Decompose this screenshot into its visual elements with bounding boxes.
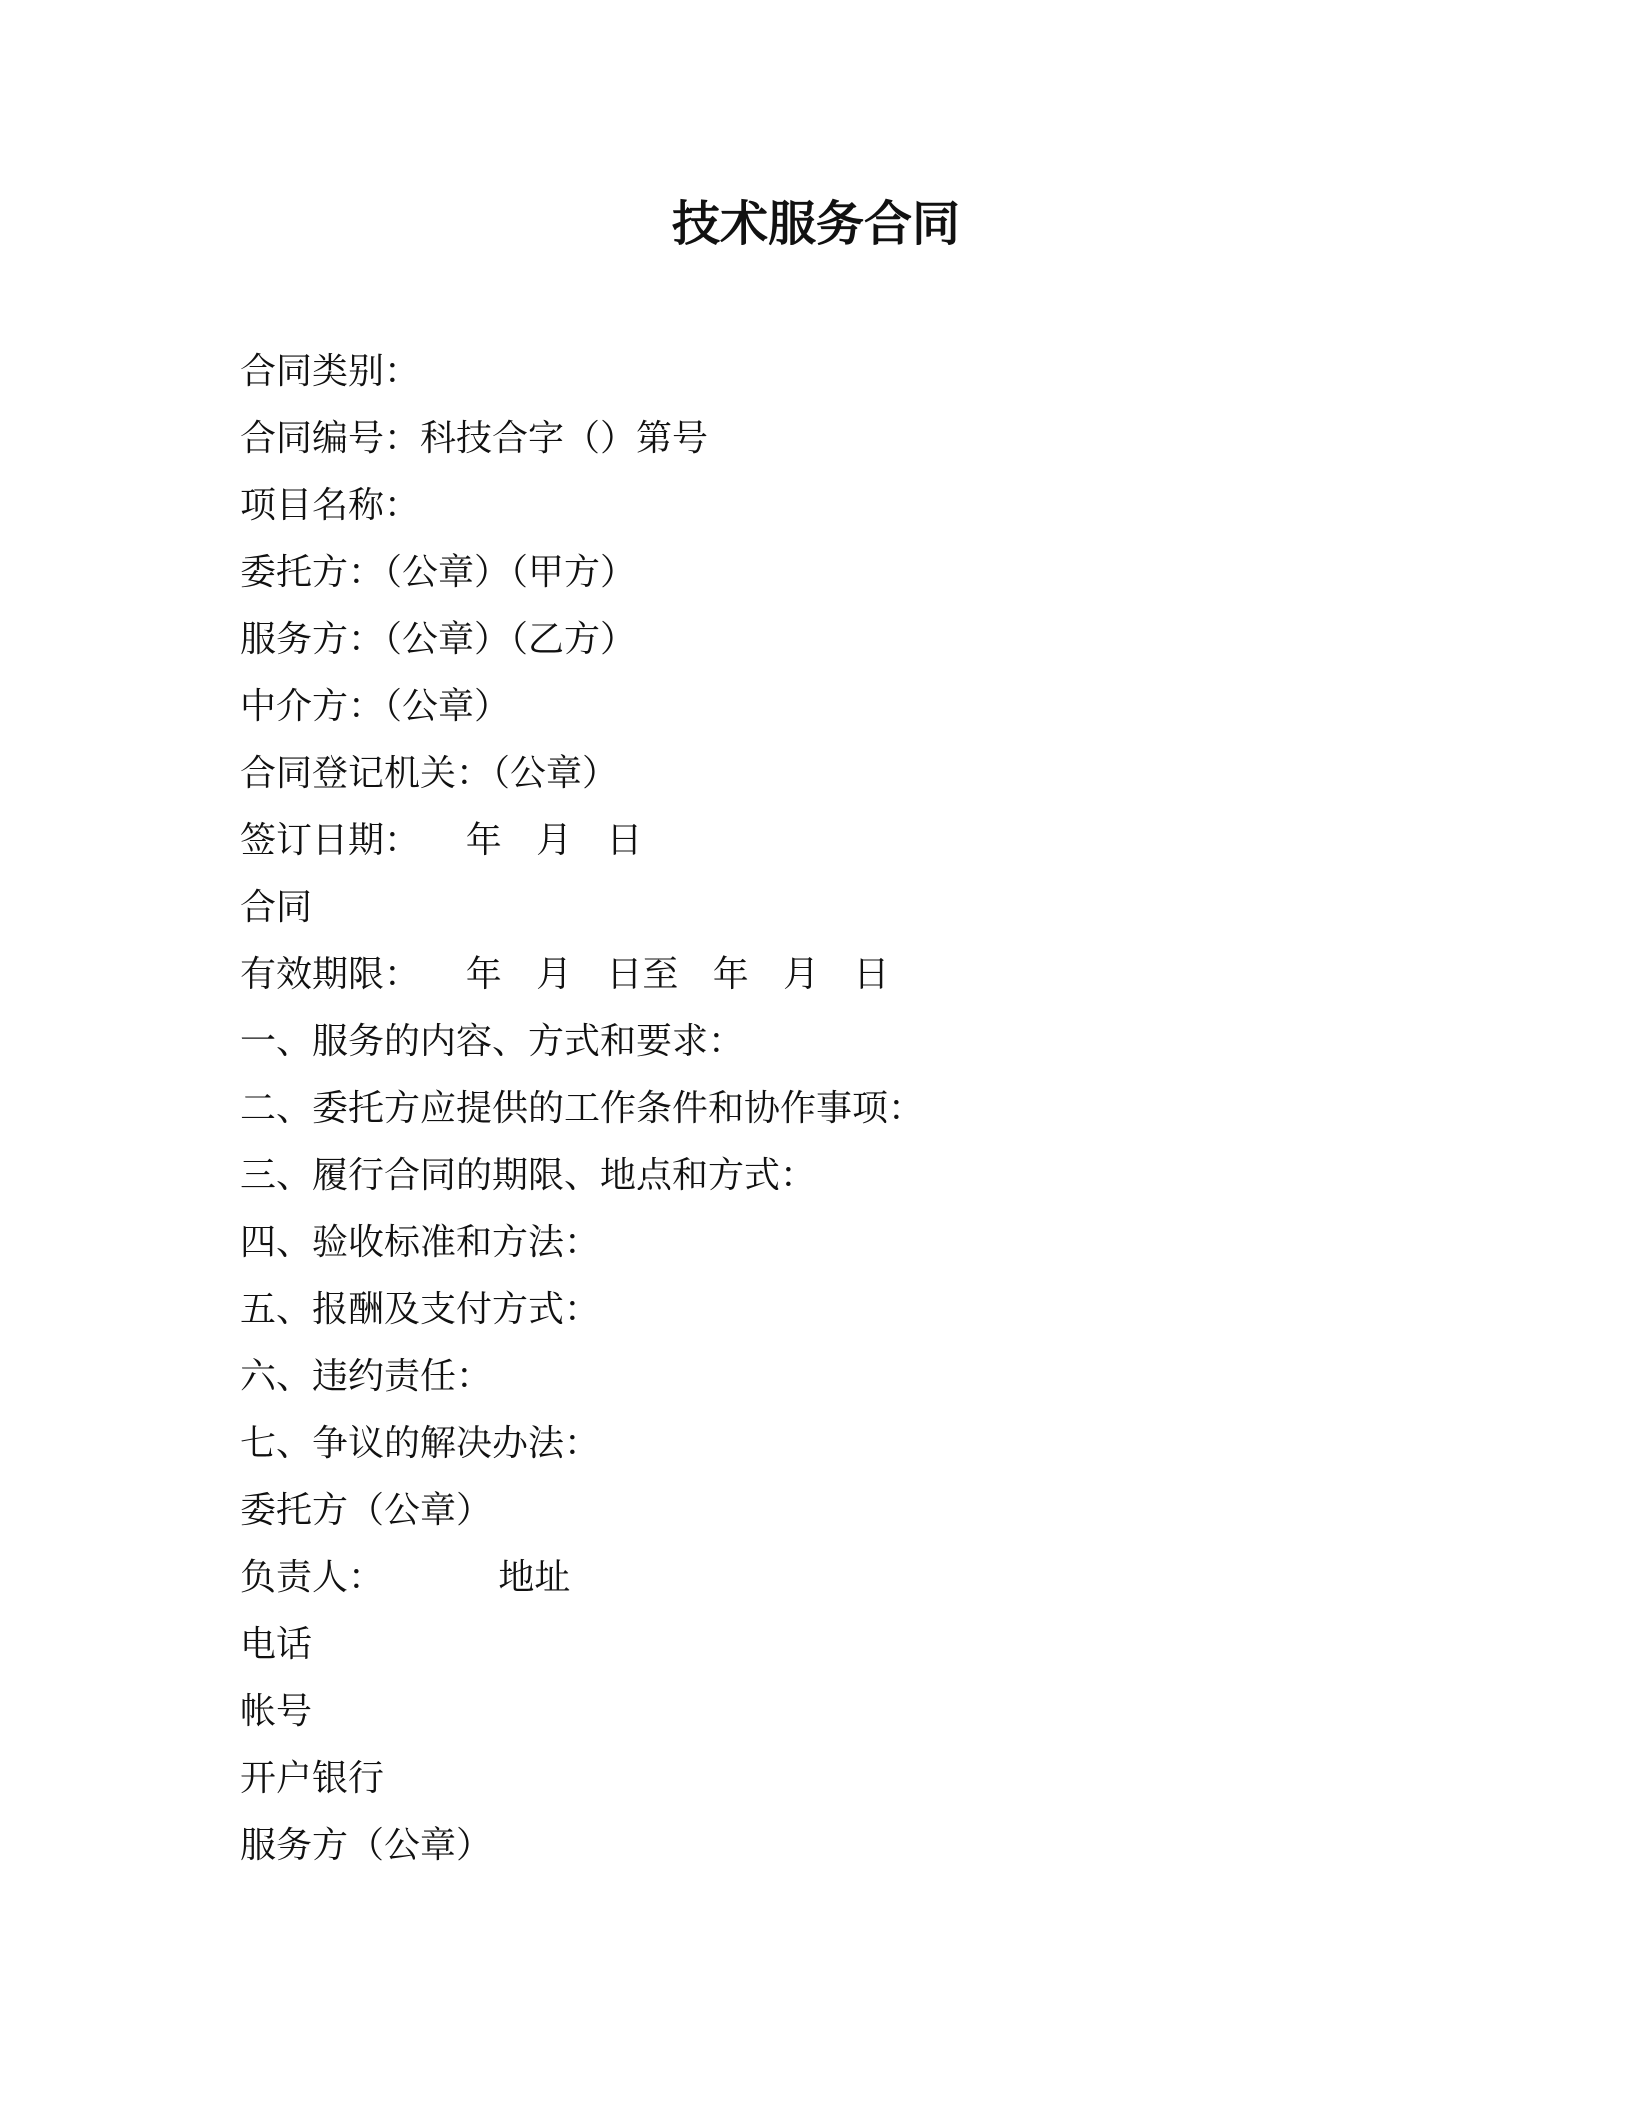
clause-2-work-conditions: 二、委托方应提供的工作条件和协作事项： <box>240 1088 925 1129</box>
project-name-field: 项目名称： <box>240 485 421 526</box>
account-field: 帐号 <box>240 1691 313 1732</box>
contract-label: 合同 <box>240 887 313 928</box>
clause-6-liability: 六、违约责任： <box>240 1356 493 1397</box>
signing-date-field: 签订日期： 年 月 日 <box>240 820 643 861</box>
clause-4-acceptance-standard: 四、验收标准和方法： <box>240 1222 601 1263</box>
phone-field: 电话 <box>240 1624 313 1665</box>
responsible-person-address-field: 负责人： 地址 <box>240 1557 571 1598</box>
intermediary-field: 中介方：（公章） <box>240 686 511 727</box>
bank-field: 开户银行 <box>240 1758 385 1799</box>
contract-fields <box>240 338 1440 1879</box>
clause-5-payment: 五、报酬及支付方式： <box>240 1289 601 1330</box>
client-party-field: 委托方：（公章）（甲方） <box>240 552 637 593</box>
service-party-field: 服务方：（公章）（乙方） <box>240 619 637 660</box>
client-seal-heading: 委托方（公章） <box>240 1490 493 1531</box>
contract-type-field: 合同类别： <box>240 351 421 392</box>
registration-authority-field: 合同登记机关：（公章） <box>240 753 619 794</box>
document-title: 技术服务合同 <box>671 196 960 252</box>
validity-period-field: 有效期限： 年 月 日至 年 月 日 <box>240 954 890 995</box>
service-party-seal-heading: 服务方（公章） <box>240 1825 493 1866</box>
clause-1-service-content: 一、服务的内容、方式和要求： <box>240 1021 745 1062</box>
clause-3-performance-terms: 三、履行合同的期限、地点和方式： <box>240 1155 817 1196</box>
contract-number-field: 合同编号：科技合字（）第号 <box>240 418 709 459</box>
clause-7-dispute-resolution: 七、争议的解决办法： <box>240 1423 601 1464</box>
